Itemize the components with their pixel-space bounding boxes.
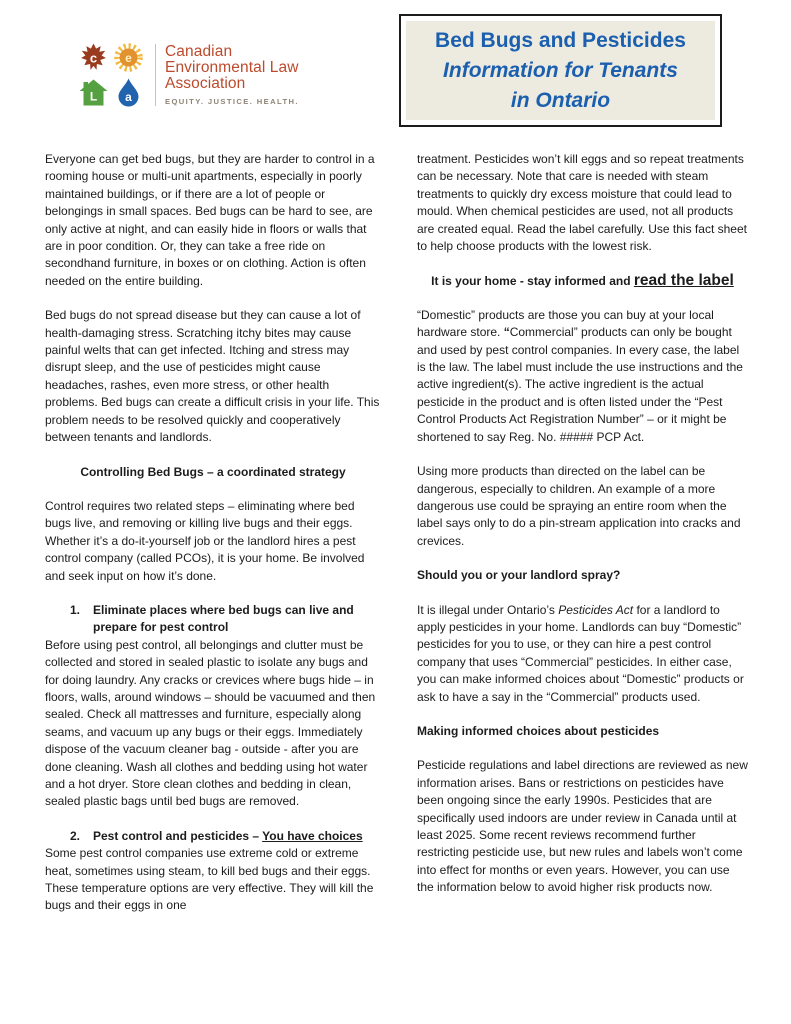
left-column bbox=[45, 151, 381, 932]
cela-drop-icon bbox=[113, 77, 144, 108]
list-item-2-heading bbox=[45, 828, 381, 845]
regulations-paragraph: Pesticide regulations and label directions are reviewed as new information arises. Bans or restrictions on pesticides have been ongoing since the early 1990s. Pesticides that are specifically used indoors are under review in Canada until at least 2025. Some recent reviews recommend further restricting pesticide use, but new rules and labels won’t come into effect for months or even years. However, you can use the information below to avoid higher risk products now. bbox=[417, 758, 748, 895]
list-item-2-body: Some pest control companies use extreme cold or extreme heat, sometimes using steam, to kill bed bugs and their eggs. These temperature options are very effective. They will kill the bugs and their eggs in one bbox=[45, 846, 374, 913]
illegal-paragraph bbox=[417, 602, 748, 706]
title-box bbox=[399, 14, 722, 127]
read-the-label-emphasis: read the label bbox=[633, 272, 734, 290]
controlling-bed-bugs-heading: Controlling Bed Bugs – a coordinated strategy bbox=[80, 464, 346, 479]
intro-paragraph-1: Everyone can get bed bugs, but they are harder to control in a rooming house or multi-unit apartments, especially in poorly maintained buildings, or if there are a lot of people or belongings in small spaces. Bed bugs can be hard to see, are only active at night, and can easily hide in floors or walls that are in poor condition. Or, they can take a free ride on secondhand furniture, in boxes or on clothing. Action is often needed on the entire building. bbox=[45, 152, 375, 288]
logo-text-block bbox=[165, 44, 299, 106]
list-item-1-heading bbox=[45, 602, 381, 637]
org-name-line1: Canadian bbox=[165, 43, 233, 60]
document-subtitle: Information for Tenants in Ontario bbox=[443, 58, 678, 112]
document-title: Bed Bugs and Pesticides bbox=[435, 28, 686, 52]
pesticides-act-italic: Pesticides Act bbox=[558, 602, 634, 617]
logo-divider bbox=[155, 44, 156, 106]
list-item-1-number: 1. bbox=[70, 602, 81, 617]
landlord-spray-heading: Should you or your landlord spray? bbox=[417, 568, 621, 583]
org-name-line3: Association bbox=[165, 75, 246, 92]
stay-informed-heading-prefix: It is your home - stay informed and bbox=[431, 274, 634, 289]
cela-leaf-icon bbox=[78, 42, 109, 73]
stay-informed-heading bbox=[417, 272, 748, 290]
list-item-2-title-prefix: Pest control and pesticides – bbox=[93, 828, 263, 843]
right-column bbox=[417, 151, 748, 914]
illegal-paragraph-part1: It is illegal under Ontario’s bbox=[417, 602, 559, 617]
domestic-paragraph-bold-quote: “ bbox=[503, 325, 510, 340]
domestic-paragraph-part1: “Domestic” products are those you can buy at your local hardware store. bbox=[417, 307, 714, 340]
cela-drop-letter: a bbox=[125, 90, 132, 104]
domestic-paragraph-part3: Commercial” products can only be bought and used by pest control companies. In every case, the label is the law. The label must include the use instructions and the active ingredient(s). The active ingredient is the actual pesticide in the product and is often listed under the “Pest Control Products Act Registration Number” – or it might be shortened to say Reg. No. ##### PCP Act. bbox=[417, 325, 743, 444]
illegal-paragraph-part3: for a landlord to apply pesticides in your home. Landlords can buy “Domestic” pesticides for you to use, or they can hire a pest control company that uses “Commercial” pesticides. In either case, you can make informed choices about “Domestic” products or ask to have a say in the “Commercial” products used. bbox=[417, 602, 744, 704]
list-item-1-body: Before using pest control, all belongings and clutter must be collected and stored in sealed plastic to isolate any bugs and for doing laundry. Any cracks or crevices where bugs hide – in floors, walls, around windows – should be vacuumed and then sealed. Check all mattresses and furniture, especially along seams, and vacuum up any bugs or their eggs. Immediately dispose of the vacuum cleaner bag - outside - after you are done cleaning. Wash all clothes and bedding using hot water and a hot dryer. Store clean clothes and bedding in clean, sealed plastic bags until bed bugs are removed. bbox=[45, 637, 376, 809]
treatment-paragraph: treatment. Pesticides won’t kill eggs and so repeat treatments can be necessary. Note that care is needed with steam treatments to quickly dry excess moisture that could lead to mould. When chemical pesticides are used, not all products are created equal. Read the label carefully. Use this fact sheet to help choose products with the lowest risk. bbox=[417, 152, 747, 254]
list-item-1-title: Eliminate places where bed bugs can live and prepare for pest control bbox=[93, 602, 354, 635]
title-box-inner bbox=[406, 21, 715, 120]
list-item-2-title bbox=[93, 828, 381, 845]
cela-leaf-letter: c bbox=[89, 50, 98, 66]
org-tagline: EQUITY. JUSTICE. HEALTH. bbox=[165, 97, 299, 106]
org-name-line2: Environmental Law bbox=[165, 59, 299, 76]
list-item-2-number: 2. bbox=[70, 828, 81, 843]
cela-sun-letter: e bbox=[125, 51, 132, 65]
informed-choices-heading: Making informed choices about pesticides bbox=[417, 723, 660, 738]
intro-paragraph-2: Bed bugs do not spread disease but they can cause a lot of health-damaging stress. Scratching itchy bites may cause painful welts that can get infected. Itching and stress may disrupt sleep, and the use of pesticides might cause headaches, rashes, even more stress, or other health problems. Bed bugs can create a difficult crisis in your life. This problem needs to be resolved quickly and cooperatively between tenants and landlords. bbox=[45, 308, 380, 445]
cela-logo-tiles bbox=[78, 42, 144, 108]
domestic-commercial-paragraph bbox=[417, 307, 748, 446]
control-strategy-paragraph: Control requires two related steps – eliminating where bed bugs live, and removing or killing live bugs and their eggs. Whether it’s a do-it-yourself job or the landlord hires a pest control company (called PCOs), it is your home. Be involved and seek input on how it’s done. bbox=[45, 498, 365, 583]
label-overuse-paragraph: Using more products than directed on the label can be dangerous, especially to children. An example of a more dangerous use could be spraying an entire room when the label says only to do a pin-stream application into cracks and crevices. bbox=[417, 464, 741, 548]
list-item-2-title-underlined: You have choices bbox=[262, 828, 363, 843]
cela-house-letter: L bbox=[89, 89, 98, 104]
cela-logo bbox=[78, 42, 299, 108]
cela-sun-icon bbox=[113, 42, 144, 73]
cela-house-icon bbox=[78, 77, 109, 108]
